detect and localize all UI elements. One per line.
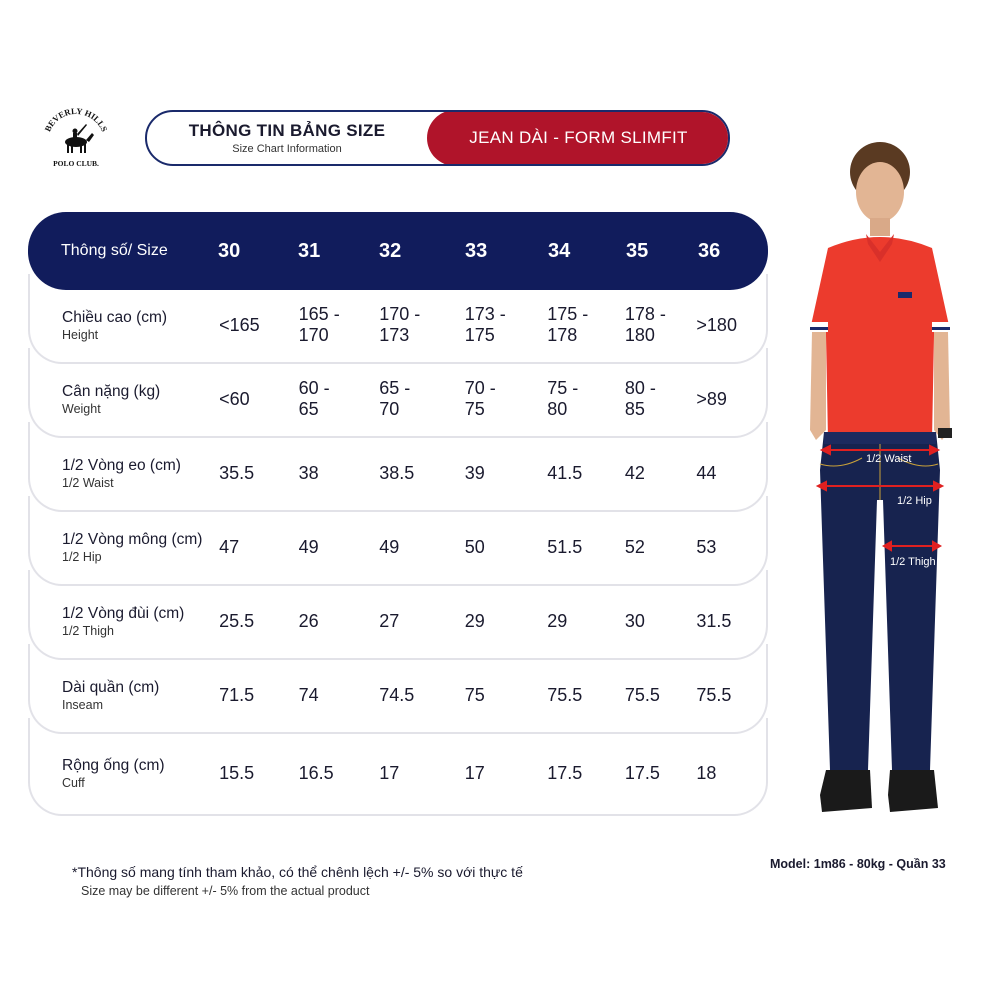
cell-value: 60 - xyxy=(298,378,330,398)
table-cell xyxy=(625,378,697,420)
cell-value: 26 xyxy=(298,610,319,631)
cell-value: 30 xyxy=(624,610,645,631)
row-label-sub: Weight xyxy=(62,401,101,416)
row-label-main: Rộng ống (cm) xyxy=(62,756,165,774)
table-cell xyxy=(299,763,380,784)
row-label-sub: Height xyxy=(62,327,99,342)
cell-value: 75.5 xyxy=(696,684,732,705)
cell-value: 50 xyxy=(464,536,485,557)
cell-value: 41.5 xyxy=(547,462,583,483)
table-cell xyxy=(625,685,697,706)
table-cell xyxy=(625,463,697,484)
cell-value: 25.5 xyxy=(219,610,255,631)
header-title: THÔNG TIN BẢNG SIZE xyxy=(188,121,386,140)
table-cell xyxy=(299,463,380,484)
size-chart-table xyxy=(28,212,768,816)
cell-value: 38.5 xyxy=(379,462,415,483)
row-label xyxy=(30,309,219,342)
table-cell xyxy=(219,611,299,632)
row-label xyxy=(30,679,219,712)
table-cell xyxy=(547,685,625,706)
table-cell xyxy=(299,537,380,558)
cell-value: 173 - xyxy=(464,304,506,324)
cell-value: 173 xyxy=(379,325,410,345)
cell-value: 175 - xyxy=(547,304,589,324)
table-cell xyxy=(465,378,548,420)
row-label xyxy=(30,757,219,790)
table-cell xyxy=(625,763,697,784)
table-cell xyxy=(696,685,766,706)
cell-value: 51.5 xyxy=(547,536,583,557)
table-cell xyxy=(465,611,548,632)
table-cell xyxy=(696,315,766,336)
table-cell xyxy=(547,537,625,558)
model-caption: Model: 1m86 - 80kg - Quần 33 xyxy=(770,857,946,871)
table-cell xyxy=(219,389,299,410)
cell-value: >180 xyxy=(696,314,737,335)
cell-value: 71.5 xyxy=(219,684,255,705)
header-subtitle: Size Chart Information xyxy=(232,143,342,155)
cell-value: 17 xyxy=(379,762,400,783)
cell-value: 38 xyxy=(298,462,319,483)
header-title-block xyxy=(147,112,427,164)
table-cell xyxy=(299,611,380,632)
cell-value: 75.5 xyxy=(547,684,583,705)
table-cell xyxy=(696,611,766,632)
table-cell xyxy=(465,763,548,784)
row-label-main: 1/2 Vòng đùi (cm) xyxy=(62,604,185,622)
row-label xyxy=(30,605,219,638)
cell-value: 74.5 xyxy=(379,684,415,705)
cell-value: 52 xyxy=(624,536,645,557)
table-cell xyxy=(547,763,625,784)
row-label xyxy=(30,457,219,490)
polo-horse-icon xyxy=(65,124,94,153)
cell-value: 180 xyxy=(624,325,655,345)
header-label: Thông số/ Size xyxy=(61,242,168,259)
table-cell xyxy=(625,304,697,346)
header-banner xyxy=(145,110,730,166)
cell-value: 42 xyxy=(624,462,645,483)
cell-value: 44 xyxy=(696,462,717,483)
table-cell xyxy=(219,315,299,336)
row-label-main: Cân nặng (kg) xyxy=(62,382,161,400)
row-label-main: 1/2 Vòng eo (cm) xyxy=(62,456,181,474)
table-cell xyxy=(547,304,625,346)
row-label-main: Chiều cao (cm) xyxy=(62,308,168,326)
cell-value: 75 xyxy=(464,684,485,705)
size-col-header: 32 xyxy=(379,239,402,262)
size-col-header: 34 xyxy=(548,239,571,262)
table-cell xyxy=(379,611,465,632)
table-cell xyxy=(379,763,465,784)
table-cell xyxy=(625,537,697,558)
cell-value: 15.5 xyxy=(219,762,255,783)
table-cell xyxy=(696,763,766,784)
cell-value: 170 - xyxy=(379,304,421,324)
table-cell xyxy=(379,378,465,420)
cell-value: 31.5 xyxy=(696,610,732,631)
hip-label: 1/2 Hip xyxy=(897,495,932,507)
table-cell xyxy=(465,685,548,706)
cell-value: 165 - xyxy=(298,304,340,324)
cell-value: 65 - xyxy=(379,378,411,398)
cell-value: 17.5 xyxy=(624,762,660,783)
logo-text-top: BEVERLY HILLS xyxy=(42,105,110,134)
cell-value: 17 xyxy=(464,762,485,783)
size-col-header: 30 xyxy=(218,239,241,262)
cell-value: <165 xyxy=(219,314,260,335)
row-label-sub: Inseam xyxy=(62,697,103,712)
cell-value: 18 xyxy=(696,762,717,783)
table-cell xyxy=(379,537,465,558)
table-cell xyxy=(696,537,766,558)
cell-value: 85 xyxy=(624,399,645,419)
table-cell xyxy=(465,537,548,558)
disclaimer-en: Size may be different +/- 5% from the actual product xyxy=(81,884,370,898)
cell-value: 170 xyxy=(298,325,329,345)
table-cell xyxy=(219,537,299,558)
table-cell xyxy=(219,763,299,784)
cell-value: 29 xyxy=(464,610,485,631)
cell-value: 75 xyxy=(464,399,485,419)
waist-label: 1/2 Waist xyxy=(866,453,912,465)
table-cell xyxy=(379,685,465,706)
row-label-sub: 1/2 Thigh xyxy=(62,623,114,638)
cell-value: 16.5 xyxy=(298,762,334,783)
cell-value: 75.5 xyxy=(624,684,660,705)
table-cell xyxy=(547,378,625,420)
table-cell xyxy=(696,389,766,410)
thigh-label: 1/2 Thigh xyxy=(890,556,936,568)
cell-value: 27 xyxy=(379,610,400,631)
row-label xyxy=(30,383,219,416)
table-cell xyxy=(696,463,766,484)
table-cell xyxy=(465,463,548,484)
disclaimer xyxy=(72,864,523,898)
row-label-main: 1/2 Vòng mông (cm) xyxy=(62,530,203,548)
row-label-sub: 1/2 Waist xyxy=(62,475,114,490)
table-cell xyxy=(299,304,380,346)
size-col-header: 35 xyxy=(626,239,649,262)
logo-text-bottom: POLO CLUB. xyxy=(53,159,99,168)
table-cell xyxy=(219,463,299,484)
row-label-sub: 1/2 Hip xyxy=(62,549,102,564)
row-label xyxy=(30,531,219,564)
brand-logo xyxy=(40,102,112,174)
size-col-header: 36 xyxy=(698,239,721,262)
table-cell xyxy=(299,378,380,420)
cell-value: 35.5 xyxy=(219,462,255,483)
size-col-header: 33 xyxy=(465,239,488,262)
table-cell xyxy=(379,463,465,484)
table-cell xyxy=(379,304,465,346)
cell-value: 49 xyxy=(298,536,319,557)
cell-value: 47 xyxy=(219,536,240,557)
row-label-sub: Cuff xyxy=(62,775,85,790)
cell-value: 70 xyxy=(379,399,400,419)
size-col-header: 31 xyxy=(298,239,321,262)
table-cell xyxy=(547,463,625,484)
cell-value: 80 - xyxy=(624,378,656,398)
table-cell xyxy=(625,611,697,632)
cell-value: 74 xyxy=(298,684,319,705)
model-figure xyxy=(780,140,980,845)
cell-value: 75 - xyxy=(547,378,579,398)
cell-value: 39 xyxy=(464,462,485,483)
cell-value: 53 xyxy=(696,536,717,557)
row-label-main: Dài quần (cm) xyxy=(62,678,160,696)
cell-value: 178 xyxy=(547,325,578,345)
model-illustration xyxy=(780,140,980,845)
table-cell xyxy=(219,685,299,706)
disclaimer-vi: *Thông số mang tính tham khảo, có thể chênh lệch +/- 5% so với thực tế xyxy=(72,864,523,880)
table-cell xyxy=(465,304,548,346)
table-header xyxy=(28,212,768,290)
cell-value: 175 xyxy=(464,325,495,345)
cell-value: 17.5 xyxy=(547,762,583,783)
cell-value: >89 xyxy=(696,388,727,409)
cell-value: 49 xyxy=(379,536,400,557)
cell-value: <60 xyxy=(219,388,250,409)
table-cell xyxy=(299,685,380,706)
cell-value: 65 xyxy=(298,399,319,419)
cell-value: 80 xyxy=(547,399,568,419)
product-name: JEAN DÀI - FORM SLIMFIT xyxy=(427,110,730,166)
table-cell xyxy=(547,611,625,632)
cell-value: 70 - xyxy=(464,378,496,398)
cell-value: 29 xyxy=(547,610,568,631)
cell-value: 178 - xyxy=(624,304,666,324)
